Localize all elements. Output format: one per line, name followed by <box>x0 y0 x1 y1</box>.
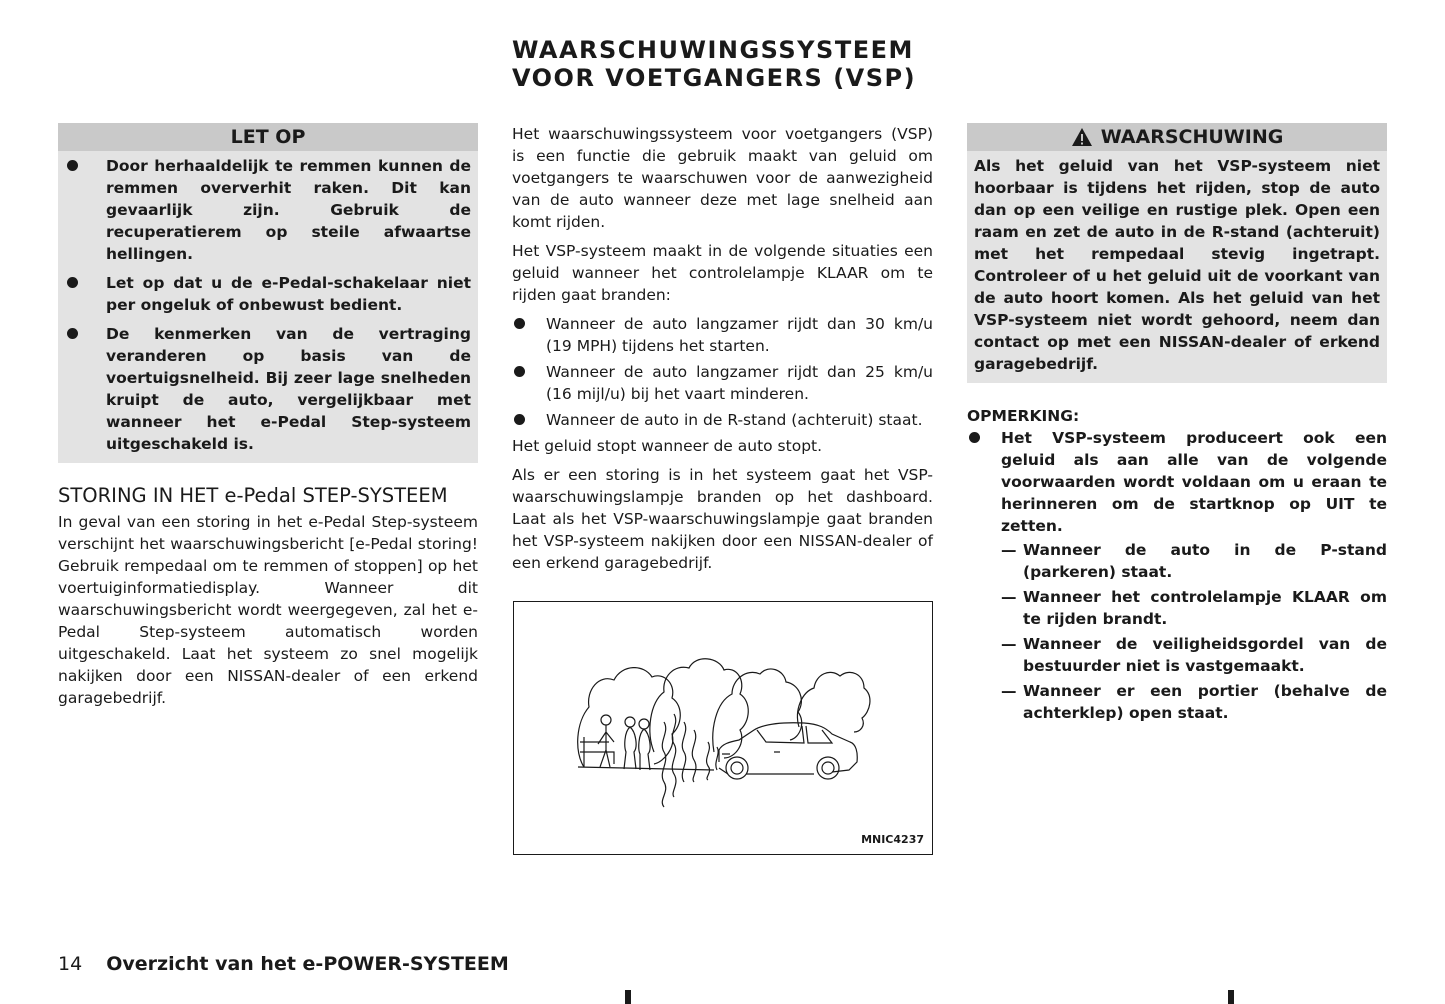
situation-item: Wanneer de auto in de R-stand (achteruit) staat. <box>512 409 933 431</box>
caution-item: Let op dat u de e-Pedal-schakelaar niet per ongeluk of onbewust bedient. <box>65 272 471 316</box>
situation-item: Wanneer de auto langzamer rijdt dan 30 km/u (19 MPH) tijdens het starten. <box>512 313 933 357</box>
warning-header <box>967 123 1387 151</box>
condition-item: — Wanneer de auto in de P-stand (parkeren) staat. <box>1001 541 1387 581</box>
vsp-stop-text: Het geluid stopt wanneer de auto stopt. <box>512 437 823 455</box>
condition-item: — Wanneer de veiligheidsgordel van de bestuurder niet is vastgemaakt. <box>1001 635 1387 675</box>
bullet-icon <box>67 277 78 288</box>
page-title-line-2: VOOR VOETGANGERS (VSP) <box>512 64 917 92</box>
vsp-situations-list <box>512 313 933 431</box>
bullet-icon <box>514 366 525 377</box>
crop-mark <box>1228 990 1234 1004</box>
note-list <box>967 427 1387 537</box>
warning-heading: WAARSCHUWING <box>1100 126 1284 148</box>
dash-icon: — <box>1001 682 1017 700</box>
caution-list <box>65 155 471 455</box>
vsp-intro: Het waarschuwingssysteem voor voetgangers (VSP) is een functie die gebruik maakt van geluid om voetgangers te waarschuwen voor de aanwezigheid van de auto wanneer deze met lage snelheid aan komt rijden. <box>512 125 933 231</box>
note-label: OPMERKING: <box>967 407 1080 425</box>
pedestrians-car-illustration <box>514 602 932 854</box>
dash-icon: — <box>1001 635 1017 653</box>
page-footer <box>58 952 509 976</box>
warning-triangle-icon <box>1071 127 1093 147</box>
bullet-icon <box>67 328 78 339</box>
caution-box <box>58 123 478 463</box>
situation-item: Wanneer de auto langzamer rijdt dan 25 km/u (16 mijl/u) bij het vaart minderen. <box>512 361 933 405</box>
malfunction-heading: STORING IN HET e-Pedal STEP-SYSTEEM <box>58 484 448 507</box>
warning-text: Als het geluid van het VSP-systeem niet hoorbaar is tijdens het rijden, stop de auto dan op een veilige en rustige plek. Open een raam en zet de auto in de R-stand (achteruit) met het rempedaal stevig ingetrapt. Controleer of u het geluid uit de voorkant van de auto hoort komen. Als het geluid van het VSP-systeem niet wordt gehoord, neem dan contact op met een NISSAN-dealer of erkend garagebedrijf. <box>974 157 1380 373</box>
page-title <box>512 36 942 92</box>
condition-item: — Wanneer het controlelampje KLAAR om te rijden brandt. <box>1001 588 1387 628</box>
caution-heading: LET OP <box>58 123 478 151</box>
bullet-icon <box>514 414 525 425</box>
warning-box <box>967 123 1387 383</box>
bullet-icon <box>514 318 525 329</box>
crop-mark <box>625 990 631 1004</box>
vsp-situations-intro: Het VSP-systeem maakt in de volgende situaties een geluid wanneer het controlelampje KLAAR om te rijden gaat branden: <box>512 242 933 304</box>
middle-column <box>512 123 933 581</box>
caution-item: Door herhaaldelijk te remmen kunnen de remmen oververhit raken. Dit kan gevaarlijk zijn. Gebruik de recuperatierem op steile afwaartse hellingen. <box>65 155 471 265</box>
dash-icon: — <box>1001 588 1017 606</box>
bullet-icon <box>67 160 78 171</box>
caution-item: De kenmerken van de vertraging veranderen op basis van de voertuigsnelheid. Bij zeer lage snelheden kruipt de auto, vergelijkbaar met wanneer het e-Pedal Step-systeem uitgeschakeld is. <box>65 323 471 455</box>
note-item: Het VSP-systeem produceert ook een geluid als aan alle van de volgende voorwaarden wordt voldaan om u eraan te herinneren om de startknop op UIT te zetten. <box>967 427 1387 537</box>
note-conditions <box>967 539 1387 724</box>
malfunction-text: In geval van een storing in het e-Pedal Step-systeem verschijnt het waarschuwingsbericht [e-Pedal storing! Gebruik rempedaal om te remmen of stoppen] op het voertuiginformatiedisplay. Wanneer dit waarschuwingsbericht wordt weergegeven, zal het e-Pedal Step-systeem automatisch worden uitgeschakeld. Laat het systeem zo snel mogelijk nakijken door een NISSAN-dealer of een erkend garagebedrijf. <box>58 513 478 707</box>
bullet-icon <box>969 432 980 443</box>
vsp-malfunction-text: Als er een storing is in het systeem gaat het VSP-waarschuwingslampje branden op het dashboard. Laat als het VSP-waarschuwingslampje gaat branden het VSP-systeem nakijken door een NISSAN-dealer of een erkend garagebedrijf. <box>512 466 933 572</box>
figure-code: MNIC4237 <box>861 833 924 846</box>
left-column <box>58 0 478 709</box>
right-column <box>967 0 1387 727</box>
vsp-illustration <box>513 601 933 855</box>
condition-item: — Wanneer er een portier (behalve de achterklep) open staat. <box>1001 682 1387 722</box>
page-title-line-1: WAARSCHUWINGSSYSTEEM <box>512 36 914 64</box>
dash-icon: — <box>1001 541 1017 559</box>
page-number: 14 <box>58 953 83 975</box>
section-title: Overzicht van het e-POWER-SYSTEEM <box>106 953 509 975</box>
